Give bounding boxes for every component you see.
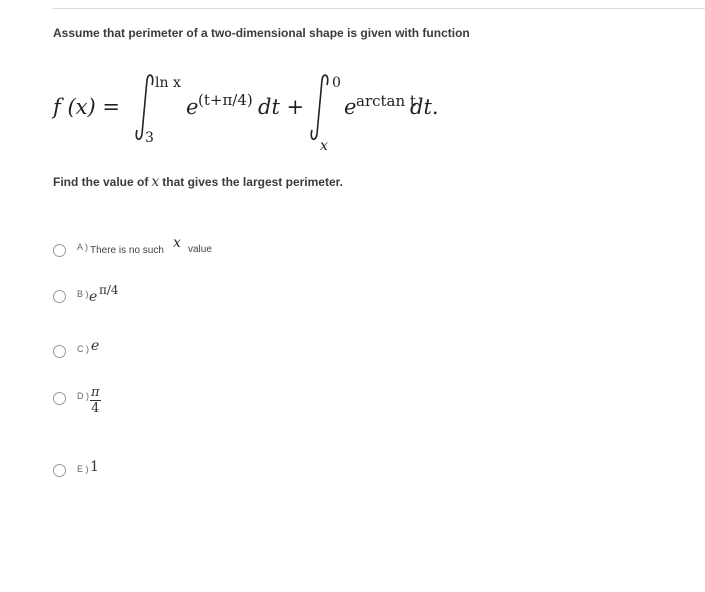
choice-c-label: C ) [77, 344, 89, 354]
choice-d-label: D ) [77, 391, 89, 401]
formula-lhs: f (x) = [53, 95, 120, 119]
question-ask-variable: x [151, 174, 160, 190]
choice-a-radio[interactable] [53, 244, 66, 257]
question-ask-after: that gives the largest perimeter. [162, 175, 343, 189]
choice-d-numerator: π [91, 385, 100, 400]
choice-c-radio[interactable] [53, 345, 66, 358]
integral-1-upper-limit: ln x [155, 75, 181, 91]
perimeter-formula [0, 70, 705, 155]
question-prompt: Assume that perimeter of a two-dimensional shape is given with function [53, 26, 470, 40]
choice-a-text-end: value [188, 244, 212, 255]
integral-1-exponent: (t+π/4) [198, 91, 253, 109]
choice-b-radio[interactable] [53, 290, 66, 303]
integral-2-base: e [344, 95, 357, 119]
choice-b-exponent: π/4 [99, 283, 119, 297]
integral-2-lower-limit: x [320, 138, 328, 154]
choice-d-denominator: 4 [91, 401, 100, 416]
choice-d-fraction [90, 386, 101, 417]
choice-e-radio[interactable] [53, 464, 66, 477]
top-divider [52, 8, 705, 9]
question-ask-before: Find the value of [53, 175, 149, 189]
choice-e-value: 1 [90, 459, 99, 475]
integral-1-lower-limit: 3 [145, 130, 154, 146]
integral-2-differential: dt. [410, 95, 439, 119]
choice-e-label: E ) [77, 464, 89, 474]
choice-b-base: e [89, 289, 98, 305]
choice-a-text: There is no such [90, 245, 164, 256]
integral-1-differential: dt + [258, 95, 305, 119]
choice-b-label: B ) [77, 289, 89, 299]
integral-1-base: e [186, 95, 199, 119]
choice-a-label: A ) [77, 242, 89, 252]
integral-2-exponent: arctan t [356, 92, 416, 110]
choice-c-value: e [91, 338, 100, 354]
integral-sign-2 [311, 75, 327, 139]
choice-a-variable: x [173, 235, 181, 251]
integral-2-upper-limit: 0 [332, 75, 341, 91]
choice-d-radio[interactable] [53, 392, 66, 405]
question-ask [53, 174, 343, 190]
